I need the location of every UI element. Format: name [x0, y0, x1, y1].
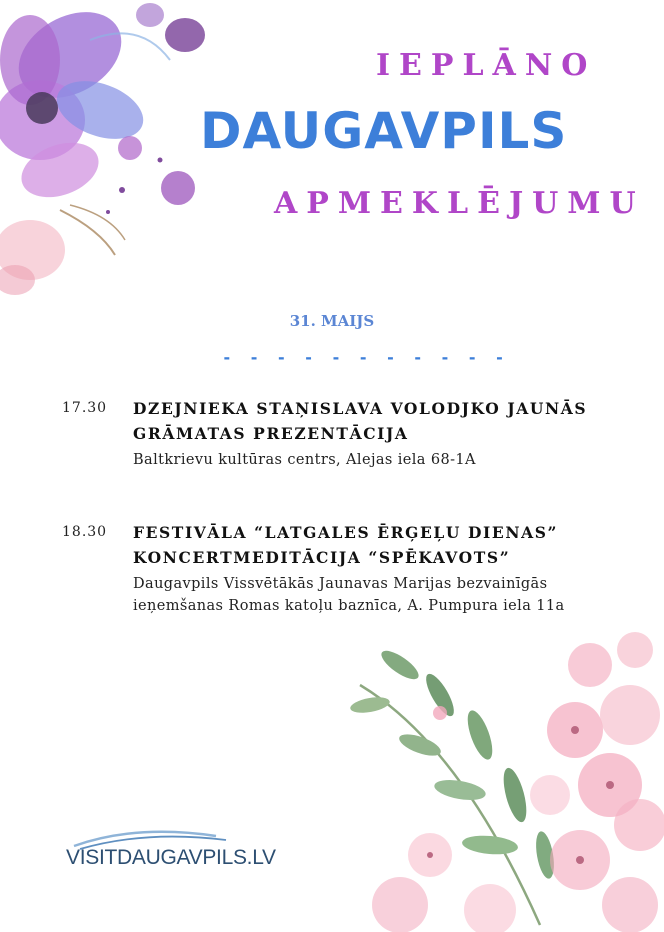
date-dashed-rule: - - - - - - - - - - - — [222, 348, 509, 367]
event-time: 18.30 — [62, 524, 108, 540]
event-title — [133, 520, 643, 570]
pink-flowers-decoration — [340, 625, 664, 932]
event-body — [133, 396, 643, 471]
visitdaugavpils-logo — [66, 826, 276, 876]
event-title-line: KONCERTMEDITĀCIJA “SPĒKAVOTS” — [133, 548, 511, 567]
event-time: 17.30 — [62, 400, 108, 416]
event-place-line: Daugavpils Vissvētākās Jaunavas Marijas bezvainīgās — [133, 576, 548, 592]
event-title-line: DZEJNIEKA STAŅISLAVA VOLODJKO JAUNĀS — [133, 399, 588, 418]
purple-flower-decoration — [0, 0, 215, 300]
event-body — [133, 520, 643, 617]
event-place-line: Baltkrievu kultūras centrs, Alejas iela 68-1A — [133, 452, 476, 468]
heading-line-1: IEPLĀNO — [376, 48, 597, 83]
event-title-line: FESTIVĀLA “LATGALES ĒRĢEĻU DIENAS” — [133, 523, 559, 542]
heading-city: DAUGAVPILS — [200, 102, 568, 160]
logo-text: VISITDAUGAVPILS.LV — [66, 846, 276, 869]
event-title — [133, 396, 643, 446]
heading-line-3: APMEKLĒJUMU — [274, 186, 645, 221]
event-place-line: ieņemšanas Romas katoļu baznīca, A. Pumpura iela 11a — [133, 598, 565, 614]
event-title-line: GRĀMATAS PREZENTĀCIJA — [133, 424, 409, 443]
event-place — [133, 573, 643, 617]
event-date: 31. MAIJS — [289, 312, 375, 330]
event-place — [133, 449, 643, 471]
